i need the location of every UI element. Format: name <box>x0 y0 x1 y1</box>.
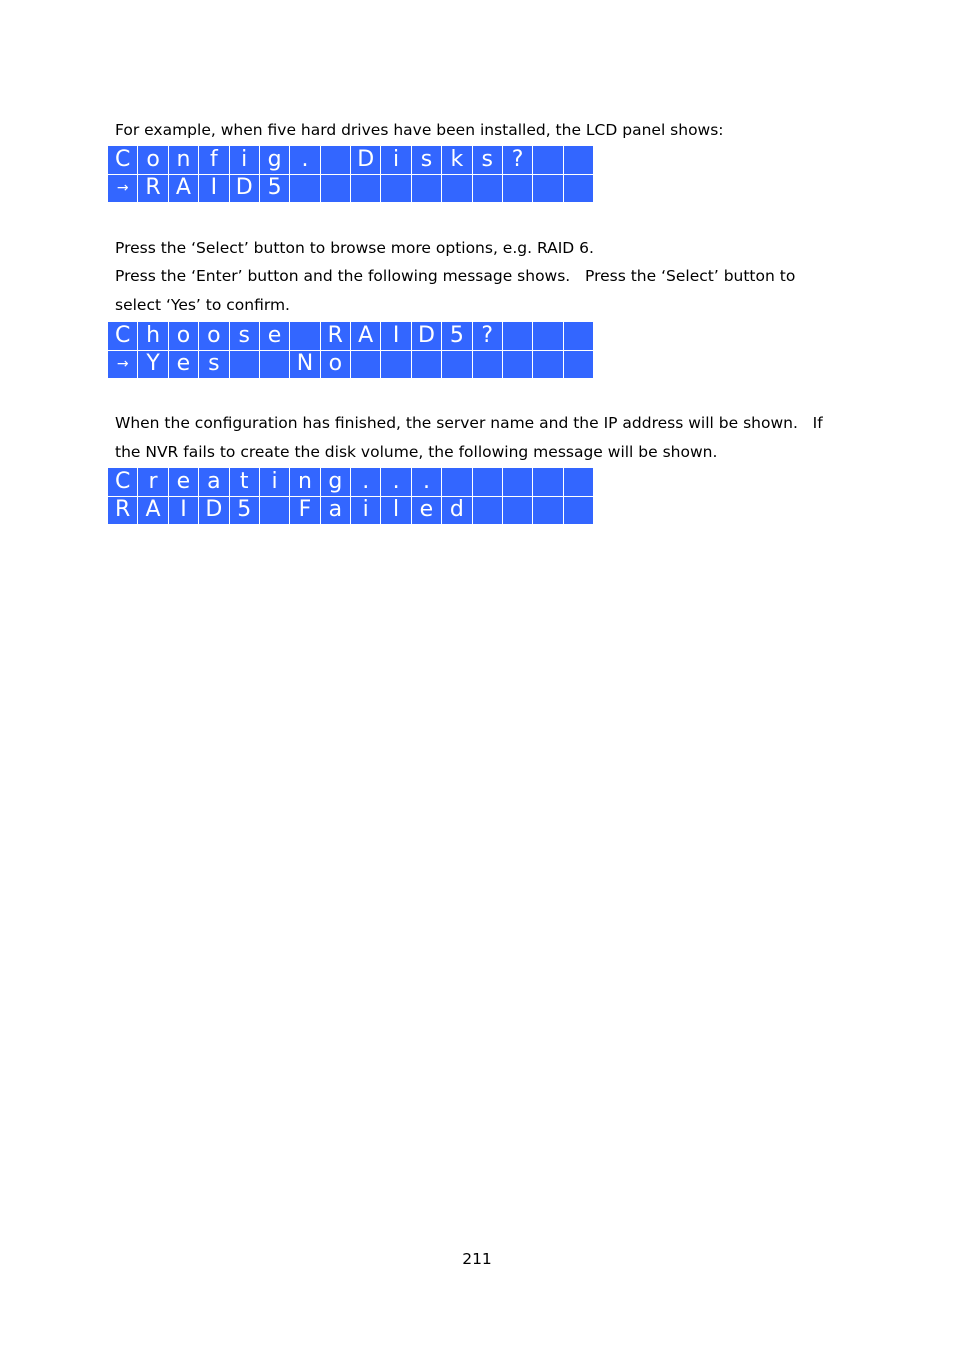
lcd-cell: n <box>168 146 198 175</box>
lcd-cell <box>502 174 532 203</box>
lcd-cell <box>502 322 532 351</box>
lcd-cell <box>533 496 563 525</box>
lcd-cell <box>563 174 593 203</box>
lcd-cell: g <box>259 146 289 175</box>
lcd-row <box>108 468 594 497</box>
lcd-cell <box>381 174 411 203</box>
lcd-cell: D <box>411 322 441 351</box>
lcd-panel-config-disks <box>107 145 594 203</box>
lcd-cell: R <box>320 322 350 351</box>
lcd-row <box>108 322 594 351</box>
lcd-cell <box>502 350 532 379</box>
lcd-cell: C <box>108 146 138 175</box>
lcd-cell <box>563 322 593 351</box>
lcd-cell: s <box>229 322 259 351</box>
lcd-cell <box>411 350 441 379</box>
lcd-cell: . <box>351 468 381 497</box>
lcd-cell: A <box>168 174 198 203</box>
lcd-row <box>108 496 594 525</box>
lcd-cell: . <box>381 468 411 497</box>
lcd-cell: . <box>290 146 320 175</box>
lcd-cell <box>533 174 563 203</box>
lcd-panel-choose-raid <box>107 321 594 379</box>
lcd-cell: R <box>138 174 168 203</box>
lcd-cell: ? <box>472 322 502 351</box>
lcd-cell <box>290 174 320 203</box>
lcd-cell: F <box>290 496 320 525</box>
lcd-cell <box>533 350 563 379</box>
lcd-cell <box>563 468 593 497</box>
lcd-cell: e <box>168 350 198 379</box>
lcd-cell <box>320 146 350 175</box>
lcd-row <box>108 350 594 379</box>
lcd-cell <box>259 496 289 525</box>
lcd-cell <box>290 322 320 351</box>
page-number: 211 <box>462 1250 492 1268</box>
lcd-cell: k <box>442 146 472 175</box>
lcd-cell: D <box>199 496 229 525</box>
lcd-cell: . <box>411 468 441 497</box>
lcd-cell: Y <box>138 350 168 379</box>
lcd-cell: s <box>411 146 441 175</box>
lcd-cell: N <box>290 350 320 379</box>
lcd-cell: t <box>229 468 259 497</box>
lcd-cell <box>259 350 289 379</box>
lcd-cell <box>229 350 259 379</box>
lcd-cell <box>533 322 563 351</box>
intro-text: For example, when five hard drives have been installed, the LCD panel shows: <box>115 121 724 139</box>
lcd-cell <box>563 350 593 379</box>
lcd-cell <box>472 350 502 379</box>
lcd-cell <box>381 350 411 379</box>
lcd-cell: o <box>199 322 229 351</box>
select-option-text-3: select ‘Yes’ to confirm. <box>115 296 290 314</box>
lcd-cell: o <box>138 146 168 175</box>
lcd-cell <box>351 350 381 379</box>
lcd-cell: ? <box>502 146 532 175</box>
lcd-cell: → <box>108 350 138 379</box>
finish-text-1: When the configuration has finished, the server name and the IP address will be shown. If <box>115 414 823 432</box>
lcd-cell: I <box>381 322 411 351</box>
lcd-cell: d <box>442 496 472 525</box>
lcd-cell <box>442 174 472 203</box>
select-option-text-1: Press the ‘Select’ button to browse more options, e.g. RAID 6. <box>115 239 594 257</box>
lcd-cell: a <box>320 496 350 525</box>
lcd-cell: n <box>290 468 320 497</box>
lcd-cell: e <box>259 322 289 351</box>
lcd-cell <box>502 496 532 525</box>
lcd-cell: i <box>259 468 289 497</box>
lcd-cell: i <box>351 496 381 525</box>
lcd-cell <box>472 174 502 203</box>
lcd-cell <box>472 468 502 497</box>
lcd-cell: r <box>138 468 168 497</box>
select-option-text-2: Press the ‘Enter’ button and the following message shows. Press the ‘Select’ button to <box>115 267 796 285</box>
lcd-cell <box>563 146 593 175</box>
lcd-cell <box>563 496 593 525</box>
lcd-cell: R <box>108 496 138 525</box>
lcd-cell: g <box>320 468 350 497</box>
lcd-cell: A <box>351 322 381 351</box>
lcd-cell <box>472 496 502 525</box>
lcd-row <box>108 174 594 203</box>
lcd-cell: C <box>108 322 138 351</box>
lcd-cell: → <box>108 174 138 203</box>
lcd-cell: o <box>320 350 350 379</box>
lcd-cell: i <box>229 146 259 175</box>
lcd-cell <box>533 146 563 175</box>
lcd-cell <box>351 174 381 203</box>
lcd-cell: 5 <box>259 174 289 203</box>
lcd-cell: e <box>168 468 198 497</box>
lcd-cell <box>442 350 472 379</box>
lcd-cell <box>502 468 532 497</box>
lcd-cell <box>320 174 350 203</box>
lcd-cell: D <box>351 146 381 175</box>
lcd-cell: e <box>411 496 441 525</box>
lcd-row <box>108 146 594 175</box>
lcd-cell <box>442 468 472 497</box>
lcd-cell: i <box>381 146 411 175</box>
finish-text-2: the NVR fails to create the disk volume, the following message will be shown. <box>115 443 718 461</box>
lcd-cell <box>533 468 563 497</box>
lcd-cell: s <box>199 350 229 379</box>
lcd-cell <box>411 174 441 203</box>
lcd-cell: o <box>168 322 198 351</box>
lcd-cell: D <box>229 174 259 203</box>
lcd-cell: a <box>199 468 229 497</box>
lcd-cell: C <box>108 468 138 497</box>
lcd-cell: 5 <box>229 496 259 525</box>
lcd-cell: h <box>138 322 168 351</box>
lcd-cell: f <box>199 146 229 175</box>
lcd-cell: A <box>138 496 168 525</box>
lcd-cell: l <box>381 496 411 525</box>
lcd-cell: I <box>199 174 229 203</box>
lcd-cell: 5 <box>442 322 472 351</box>
lcd-panel-creating-failed <box>107 467 594 525</box>
lcd-cell: s <box>472 146 502 175</box>
lcd-cell: I <box>168 496 198 525</box>
